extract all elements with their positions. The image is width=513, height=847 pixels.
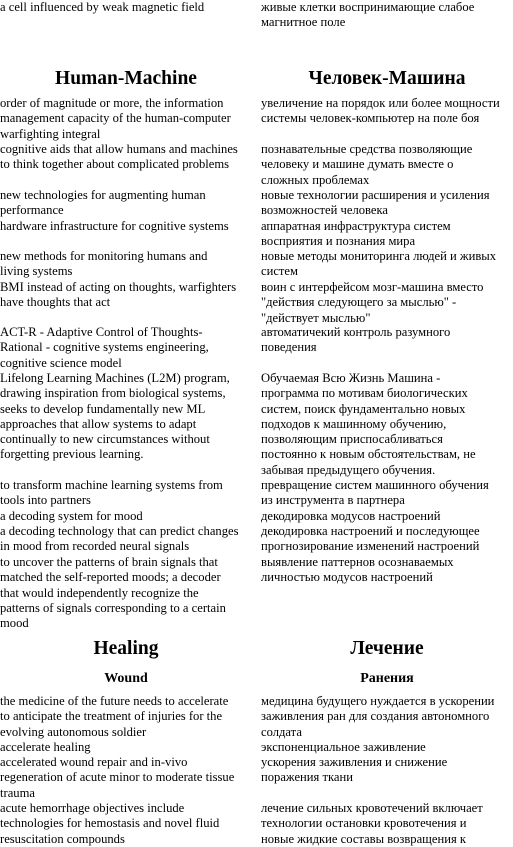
glossary-en-term: cognitive aids that allow humans and machines to think together about complicated problems bbox=[0, 142, 238, 172]
glossary-ru-term: лечение сильных кровотечений включает технологии остановки кровотечения и новые жидкие составы возвращения к bbox=[261, 801, 483, 846]
glossary-en-term: to uncover the patterns of brain signals that matched the self-reported moods; a decoder that would independently recognize the patterns of signals corresponding to a certain mood bbox=[0, 555, 226, 631]
glossary-en-term: hardware infrastructure for cognitive systems bbox=[0, 219, 229, 233]
glossary-ru-term: увеличение на порядок или более мощности системы человек-компьютер на поле боя bbox=[261, 96, 500, 126]
glossary-ru-term: выявление паттернов осознаваемых личностью модусов настроений bbox=[261, 555, 454, 585]
glossary-en-term: accelerated wound repair and in-vivo regeneration of acute minor to moderate tissue trauma bbox=[0, 755, 235, 800]
glossary-en-term: a cell influenced by weak magnetic field bbox=[0, 0, 205, 14]
glossary-en-term: ACT-R - Adaptive Control of Thoughts- Rational - cognitive systems engineering, cognitive science model bbox=[0, 325, 209, 370]
glossary-ru-term: воин с интерфейсом мозг-машина вместо "действия следующего за мыслью" - "действует мыслью" bbox=[261, 280, 484, 325]
glossary-en-term: a decoding system for mood bbox=[0, 509, 143, 523]
glossary-ru-term: медицина будущего нуждается в ускорении заживления ран для создания автономного солдата bbox=[261, 694, 495, 739]
glossary-ru-term: новые технологии расширения и усиления возможностей человека bbox=[261, 188, 490, 218]
glossary-ru-term: декодировка модусов настроений bbox=[261, 509, 441, 523]
subsection-heading-en: Wound bbox=[104, 671, 148, 686]
glossary-ru-term: новые методы мониторинга людей и живых систем bbox=[261, 249, 497, 279]
section-heading-en: Human-Machine bbox=[55, 68, 197, 89]
glossary-en-term: order of magnitude or more, the information management capacity of the human-computer warfighting integral bbox=[0, 96, 231, 141]
glossary-en-term: Lifelong Learning Machines (L2M) program, drawing inspiration from biological systems, seeks to develop fundamentally new ML approaches that allow systems to adapt continually to new circumstances without forgetting previous learning. bbox=[0, 371, 230, 462]
glossary-en-term: acute hemorrhage objectives include technologies for hemostasis and novel fluid resuscitation compounds bbox=[0, 801, 220, 846]
glossary-en-term: BMI instead of acting on thoughts, warfighters have thoughts that act bbox=[0, 280, 237, 310]
glossary-ru-term: ускорения заживления и снижение поражения ткани bbox=[261, 755, 448, 785]
glossary-en-term: to transform machine learning systems from tools into partners bbox=[0, 478, 223, 508]
glossary-ru-term: декодировка настроений и последующее прогнозирование изменений настроений bbox=[261, 524, 480, 554]
glossary-en-term: the medicine of the future needs to accelerate to anticipate the treatment of injuries for the evolving autonomous soldier bbox=[0, 694, 229, 739]
glossary-ru-term: познавательные средства позволяющие человеку и машине думать вместе о сложных проблемах bbox=[261, 142, 473, 187]
section-heading-ru: Человек-Машина bbox=[308, 68, 466, 89]
glossary-en-term: accelerate healing bbox=[0, 740, 91, 754]
glossary-ru-term: живые клетки воспринимающие слабое магнитное поле bbox=[261, 0, 475, 30]
subsection-heading-ru: Ранения bbox=[360, 671, 414, 686]
glossary-en-term: new methods for monitoring humans and living systems bbox=[0, 249, 208, 279]
glossary-ru-term: превращение систем машинного обучения из инструмента в партнера bbox=[261, 478, 489, 508]
glossary-en-term: new technologies for augmenting human performance bbox=[0, 188, 206, 218]
glossary-ru-term: Обучаемая Всю Жизнь Машина - программа по мотивам биологических систем, поиск фундаментально новых подходов к машинному обучению, позволяющим приспосабливаться постоянно к новым обстоятельствам, не забывая предыдущего обучения. bbox=[261, 371, 476, 477]
section-heading-en: Healing bbox=[93, 638, 159, 659]
glossary-en-term: a decoding technology that can predict changes in mood from recorded neural signals bbox=[0, 524, 239, 554]
glossary-ru-term: автоматичекий контроль разумного поведения bbox=[261, 325, 451, 355]
glossary-ru-term: экспоненциальное заживление bbox=[261, 740, 426, 754]
glossary-ru-term: аппаратная инфраструктура систем восприятия и познания мира bbox=[261, 219, 451, 249]
section-heading-ru: Лечение bbox=[350, 638, 424, 659]
